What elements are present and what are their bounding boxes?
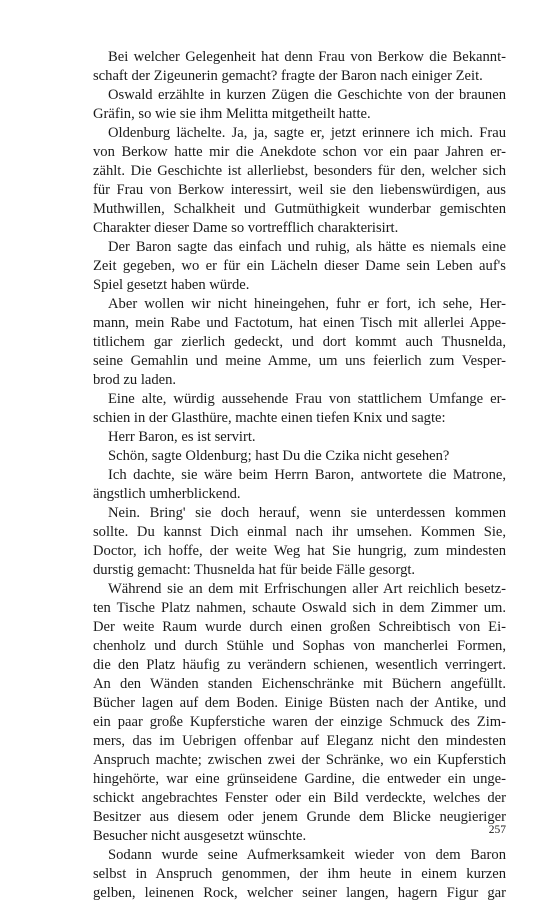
text-line: Herr Baron, es ist servirt. bbox=[108, 429, 256, 445]
text-line: Sodann wurde seine Aufmerksamkeit wieder von dem Baron bbox=[108, 847, 506, 863]
text-line: Bücher lagen auf dem Boden. Einige Büsten nach der Antike, und bbox=[93, 695, 506, 711]
text-line: Eine alte, würdig aussehende Frau von stattlichem Umfange er- bbox=[108, 391, 506, 407]
text-line: Der weite Raum wurde durch einen großen Schreibtisch von Ei- bbox=[93, 619, 506, 635]
text-line: für Frau von Berkow interessirt, weil sie den liebenswürdigen, aus bbox=[93, 182, 506, 198]
text-line: Zeit gegeben, wo er für ein Lächeln dieser Dame sein Leben auf's bbox=[93, 258, 506, 274]
text-line: Während sie an dem mit Erfrischungen aller Art reichlich besetz- bbox=[108, 581, 506, 597]
text-line: Anspruch machte; zwischen zwei der Schränke, wo ein Kupferstich bbox=[93, 752, 506, 768]
text-line: Bei welcher Gelegenheit hat denn Frau von Berkow die Bekannt- bbox=[108, 49, 506, 65]
text-line: Gräfin, so wie sie ihm Melitta mitgetheilt hatte. bbox=[93, 106, 371, 122]
text-line: Spiel gesetzt haben würde. bbox=[93, 277, 250, 293]
body-text bbox=[93, 48, 506, 903]
text-line: gelben, leinenen Rock, welcher seiner langen, hagern Figur gar bbox=[93, 885, 506, 901]
text-line: ein paar große Kupferstiche waren der einzige Schmuck des Zim- bbox=[93, 714, 506, 730]
page-number: 257 bbox=[488, 824, 506, 836]
text-line: die den Platz häufig zu verändern schienen, wesentlich verringert. bbox=[93, 657, 506, 673]
text-line: sollte. Du kannst Dich einmal nach ihr umsehen. Kommen Sie, bbox=[93, 524, 506, 540]
text-line: ängstlich umherblickend. bbox=[93, 486, 241, 502]
text-line: chenholz und durch Stühle und Sophas von mancherlei Formen, bbox=[93, 638, 506, 654]
text-line: titlichem gar zierlich gedeckt, und dort kommt auch Thusnelda, bbox=[93, 334, 506, 350]
text-line: hingehörte, war eine grünseidene Gardine, die entweder ein unge- bbox=[93, 771, 506, 787]
text-line: Schön, sagte Oldenburg; hast Du die Czika nicht gesehen? bbox=[108, 448, 450, 464]
text-line: Doctor, ich hoffe, der weite Weg hat Sie hungrig, zum mindesten bbox=[93, 543, 506, 559]
text-line: Aber wollen wir nicht hineingehen, fuhr er fort, ich sehe, Her- bbox=[108, 296, 506, 312]
text-line: von Berkow hatte mir die Anekdote schon vor ein paar Jahren er- bbox=[93, 144, 506, 160]
text-line: schien in der Glasthüre, machte einen tiefen Knix und sagte: bbox=[93, 410, 446, 426]
text-line: schaft der Zigeunerin gemacht? fragte der Baron nach einiger Zeit. bbox=[93, 68, 483, 84]
text-line: mann, mein Rabe und Factotum, hat einen Tisch mit allerlei Appe- bbox=[93, 315, 506, 331]
text-line: brod zu laden. bbox=[93, 372, 177, 388]
text-line: Nein. Bring' sie doch herauf, wenn sie unterdessen kommen bbox=[108, 505, 506, 521]
text-line: Besucher nicht ausgesetzt wünschte. bbox=[93, 828, 307, 844]
text-line: Muthwillen, Schalkheit und Gutmüthigkeit wunderbar gemischten bbox=[93, 201, 506, 217]
text-line: mers, das im Uebrigen offenbar auf Eleganz nicht den mindesten bbox=[93, 733, 506, 749]
text-line: Besitzer aus diesem oder jenem Grunde dem Blicke neugieriger bbox=[93, 809, 506, 825]
text-line: Der Baron sagte das einfach und ruhig, als hätte es niemals eine bbox=[108, 239, 506, 255]
text-line: Oldenburg lächelte. Ja, ja, sagte er, jetzt erinnere ich mich. Frau bbox=[108, 125, 506, 141]
text-line: durstig gemacht: Thusnelda hat für beide Fälle gesorgt. bbox=[93, 562, 416, 578]
text-line: An den Wänden standen Eichenschränke mit Büchern angefüllt. bbox=[93, 676, 506, 692]
text-line: schickt angebrachtes Fenster oder ein Bild verdeckte, welches der bbox=[93, 790, 506, 806]
text-line: zählt. Die Geschichte ist allerliebst, besonders für den, welcher sich bbox=[93, 163, 506, 179]
text-line: seine Gemahlin und meine Amme, um uns feierlich zum Vesper- bbox=[93, 353, 506, 369]
text-line: Ich dachte, sie wäre beim Herrn Baron, antwortete die Matrone, bbox=[108, 467, 506, 483]
text-line: Charakter dieser Dame so vortrefflich charakterisirt. bbox=[93, 220, 399, 236]
text-line: ten Tische Platz nahmen, schaute Oswald sich in dem Zimmer um. bbox=[93, 600, 506, 616]
text-line: selbst in Anspruch genommen, der ihm heute in einem kurzen bbox=[93, 866, 506, 882]
text-line: Oswald erzählte in kurzen Zügen die Geschichte von der braunen bbox=[108, 87, 506, 103]
